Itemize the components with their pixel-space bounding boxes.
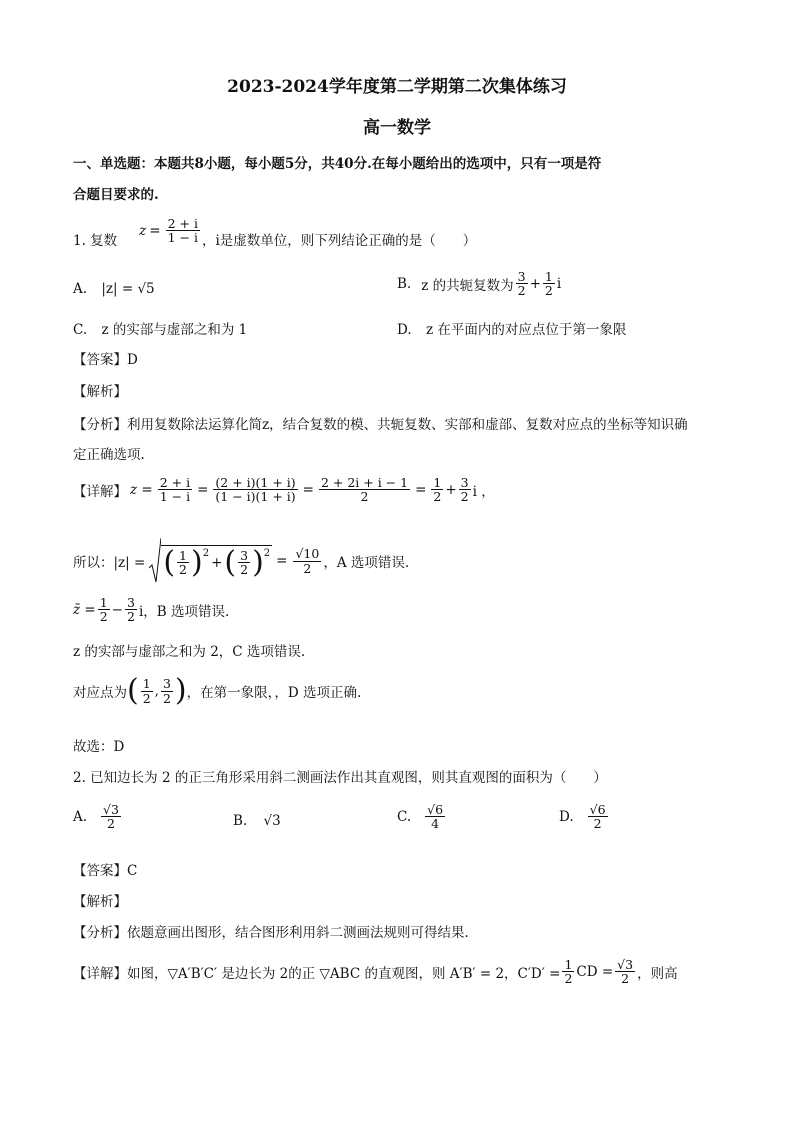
q2-stem: 2. 已知边长为 2 的正三角形采用斜二测画法作出其直观图，则其直观图的面积为（ ） <box>73 770 607 786</box>
frac-den: 2 <box>126 609 135 625</box>
detail-text: ，则高 <box>637 965 678 982</box>
option-text: z 的实部与虚部之和为 1 <box>101 322 248 338</box>
option-label: D. <box>397 322 412 338</box>
option-label: C. <box>397 808 412 825</box>
option-label: A. <box>73 281 88 297</box>
frac-den: (1 − i)(1 + i) <box>215 489 296 505</box>
frac-den: 2 <box>107 816 115 832</box>
conj-suffix: i，B 选项错误. <box>138 603 230 620</box>
q1-fenxi-line2: 定正确选项. <box>73 447 145 463</box>
z-eq: z = <box>130 481 153 498</box>
plus: + <box>529 275 541 292</box>
q2-option-d <box>559 803 610 830</box>
q2-answer: 【答案】C <box>73 863 138 879</box>
frac-den: 2 <box>433 489 442 505</box>
frac-num: 1 <box>179 547 187 563</box>
q1-option-c <box>73 318 247 338</box>
q2-option-c <box>397 803 447 830</box>
q1-fenxi-line1: 【分析】利用复数除法运算化简z，结合复数的模、共轭复数、实部和虚部、复数对应点的坐标等知识确 <box>73 417 688 433</box>
q2-analysis-head: 【解析】 <box>73 894 127 910</box>
mod-suffix: ，A 选项错误. <box>323 555 410 571</box>
option-label: C. <box>73 322 88 338</box>
q1-modulus: 所以：|z| = ( $\frac{1}{2}$ ) $^2$ + ( $\frac{3}{2}$ ) $^2$ = $\frac{√10}{2}$ ，A 选项错误. <box>73 538 409 584</box>
frac-den: 2 <box>517 283 526 299</box>
q1-choose: 故选：D <box>73 739 125 755</box>
q1-num: 2 + i <box>167 216 198 231</box>
detail-label: 【详解】 <box>73 483 127 500</box>
section-heading-line1: 一、单选题：本题共8小题，每小题5分，共40分.在每小题给出的选项中，只有一项是符 <box>73 156 602 172</box>
q2-option-a <box>73 803 123 830</box>
q1-option-b <box>397 270 561 297</box>
option-label: D. <box>559 808 574 825</box>
imag-unit: i ， <box>472 483 495 500</box>
frac-num: 1 <box>544 269 553 284</box>
option-text: z 在平面内的对应点位于第一象限 <box>425 322 627 338</box>
page-subtitle: 高一数学 <box>363 118 431 138</box>
q1-prefix: 1. 复数 <box>73 232 118 249</box>
option-label: A. <box>73 808 88 825</box>
section-heading-line2: 合题目要求的. <box>73 187 159 203</box>
frac-den: 2 <box>303 560 312 576</box>
point-suffix: ，在第一象限，，D 选项正确. <box>186 685 362 701</box>
q2-detail <box>73 958 678 985</box>
option-label: B. <box>233 813 248 829</box>
q1-point: 对应点为 ( $\frac{1}{2}$ , $\frac{3}{2}$ ) ，在第一象限，，D 选项正确. <box>73 673 362 708</box>
frac-den: 2 <box>593 816 602 832</box>
q1-option-a <box>73 281 155 297</box>
detail-text: 【详解】如图，▽A′B′C′ 是边长为 2的正 ▽ABC 的直观图，则 A′B′ = 2，C′D′ = <box>73 965 561 982</box>
frac-den: 2 <box>360 489 369 505</box>
frac-den: 2 <box>621 971 630 987</box>
q1-detail: 【详解】 z = $\frac{2 + i}{1 - i}$ = $\frac{(2 + i)(1 + i)}{(1 - i)(1 + i)}$ = $\frac{2 + 2i + i - 1}{2}$ = $\frac{1}{2}$ + $\frac{3}{2}$ i ， <box>73 475 495 505</box>
frac-num: 1 <box>564 957 573 972</box>
frac-den: 2 <box>240 562 249 577</box>
q1-conjugate: z̄ = $\frac{1}{2}$ − $\frac{3}{2}$ i，B 选项错误. <box>73 595 230 625</box>
imag-unit: i <box>556 275 562 292</box>
frac-den: 2 <box>179 562 187 577</box>
q1-stem <box>73 216 477 252</box>
frac-num: 3 <box>460 475 469 490</box>
option-text: √3 <box>263 813 281 829</box>
option-label: B. <box>397 275 412 292</box>
frac-num: √10 <box>295 546 320 562</box>
frac-num: √3 <box>103 802 119 817</box>
frac-den: 2 <box>564 971 573 987</box>
frac-den: 2 <box>460 489 469 505</box>
q1-sum-line: z 的实部与虚部之和为 2，C 选项错误. <box>73 644 306 660</box>
frac-num: 3 <box>126 595 135 610</box>
option-text: |z| = √5 <box>101 281 155 297</box>
q1-suffix: ，i是虚数单位，则下列结论正确的是（ ） <box>201 232 477 249</box>
frac-num: √6 <box>589 802 606 817</box>
page-title: 2023-2024学年度第二学期第二次集体练习 <box>227 77 567 97</box>
frac-den: 2 <box>99 609 108 625</box>
option-text: z 的共轭复数为 <box>421 277 514 294</box>
frac-den: 4 <box>431 816 440 832</box>
q1-option-d <box>397 318 626 338</box>
frac-num: 3 <box>240 547 249 563</box>
frac-num: 3 <box>162 676 171 692</box>
q1-den: 1 − i <box>167 230 198 246</box>
frac-den: 2 <box>142 690 151 706</box>
frac-num: 3 <box>517 269 526 284</box>
frac-den: 2 <box>162 690 171 706</box>
frac-num: 1 <box>433 475 442 490</box>
frac-num: 1 <box>99 595 108 610</box>
radical-sign <box>149 538 161 584</box>
frac-num: (2 + i)(1 + i) <box>215 475 296 490</box>
frac-num: 1 <box>142 676 151 692</box>
sqrt-expr: ( $\frac{1}{2}$ ) $^2$ + ( $\frac{3}{2}$ ) $^2$ <box>149 538 272 584</box>
detail-text: CD = <box>576 963 614 980</box>
q2-fenxi: 【分析】依题意画出图形，结合图形利用斜二测画法规则可得结果. <box>73 925 469 941</box>
q1-eq: = <box>149 222 161 239</box>
frac-num: 2 + i <box>159 475 191 490</box>
q1-analysis-head: 【解析】 <box>73 384 127 400</box>
frac-num: 2 + 2i + i − 1 <box>320 475 409 490</box>
frac-den: 1 − i <box>159 489 191 505</box>
q1-answer: 【答案】D <box>73 352 138 368</box>
mod-prefix: 所以：|z| = <box>73 555 146 571</box>
frac-num: √3 <box>617 957 634 972</box>
conj-prefix: z̄ = <box>73 601 96 618</box>
point-prefix: 对应点为 <box>73 685 127 701</box>
q2-option-b <box>233 813 281 829</box>
frac-den: 2 <box>544 283 553 299</box>
q1-z: z <box>139 222 147 239</box>
frac-num: √6 <box>427 802 444 817</box>
